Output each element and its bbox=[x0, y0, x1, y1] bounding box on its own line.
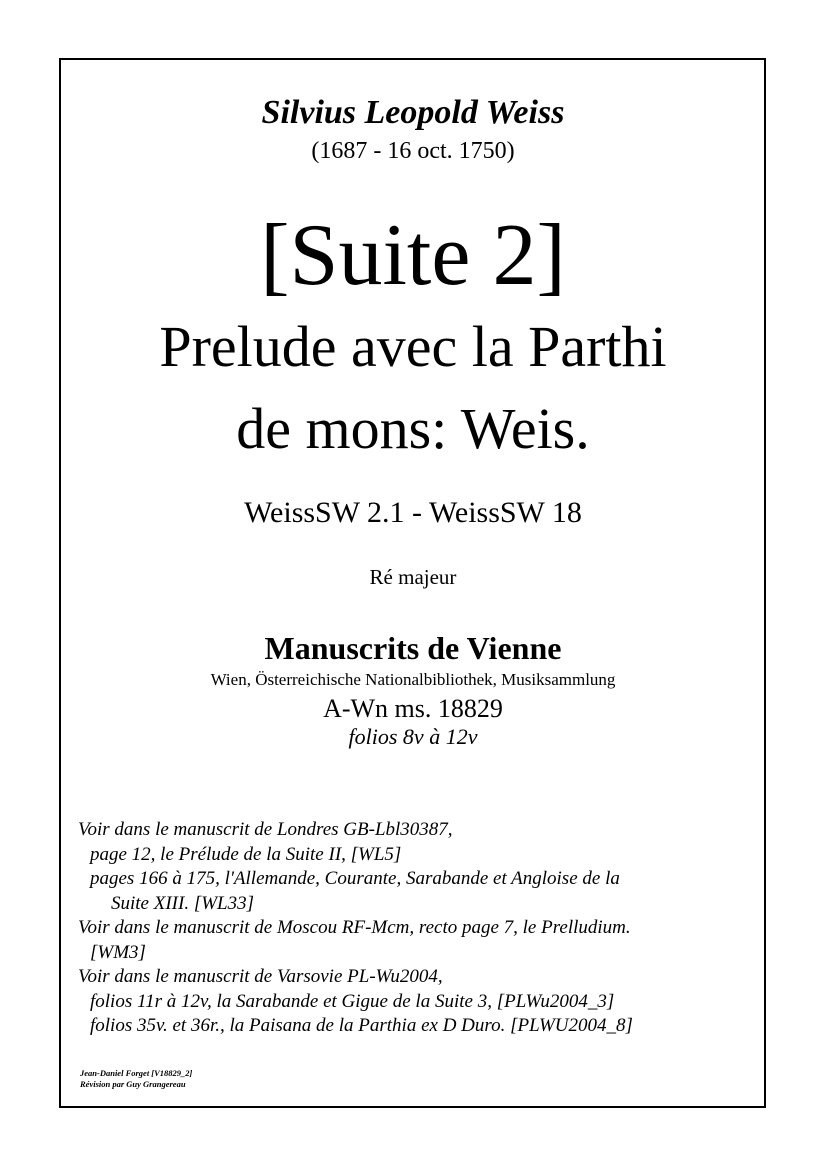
note-line: Voir dans le manuscrit de Varsovie PL-Wu2004, bbox=[78, 966, 443, 987]
note-line: folios 35v. et 36r., la Paisana de la Parthia ex D Duro. [PLWU2004_8] bbox=[90, 1015, 633, 1036]
shelfmark: A-Wn ms. 18829 bbox=[323, 694, 503, 723]
library-name: Wien, Österreichische Nationalbibliothek, Musiksammlung bbox=[210, 670, 616, 689]
revision-credit: Révision par Guy Grangereau bbox=[80, 1079, 186, 1089]
concordance-notes bbox=[78, 818, 758, 1039]
note-line: Suite XIII. [WL33] bbox=[111, 892, 255, 914]
folio-range: folios 8v à 12v bbox=[348, 724, 478, 749]
note-line: folios 11r à 12v, la Sarabande et Gigue de la Suite 3, [PLWu2004_3] bbox=[90, 990, 615, 1012]
source-heading: Manuscrits de Vienne bbox=[264, 630, 562, 666]
catalog-number: WeissSW 2.1 - WeissSW 18 bbox=[244, 496, 582, 529]
note-line: [WM3] bbox=[90, 941, 146, 963]
note-line: pages 166 à 175, l'Allemande, Courante, Sarabande et Angloise de la bbox=[90, 868, 620, 889]
composer-name: Silvius Leopold Weiss bbox=[261, 94, 565, 131]
key-signature: Ré majeur bbox=[369, 565, 457, 589]
note-line: page 12, le Prélude de la Suite II, [WL5] bbox=[90, 843, 402, 865]
work-title-line-1: Prelude avec la Parthi bbox=[159, 314, 667, 379]
work-title-line-2: de mons: Weis. bbox=[236, 396, 590, 461]
note-line: Voir dans le manuscrit de Londres GB-Lbl30387, bbox=[78, 819, 453, 840]
suite-title: [Suite 2] bbox=[260, 207, 566, 304]
author-credit: Jean-Daniel Forget [V18829_2] bbox=[80, 1068, 193, 1078]
composer-dates: (1687 - 16 oct. 1750) bbox=[311, 138, 515, 164]
note-line: Voir dans le manuscrit de Moscou RF-Mcm, recto page 7, le Prelludium. bbox=[78, 917, 631, 938]
